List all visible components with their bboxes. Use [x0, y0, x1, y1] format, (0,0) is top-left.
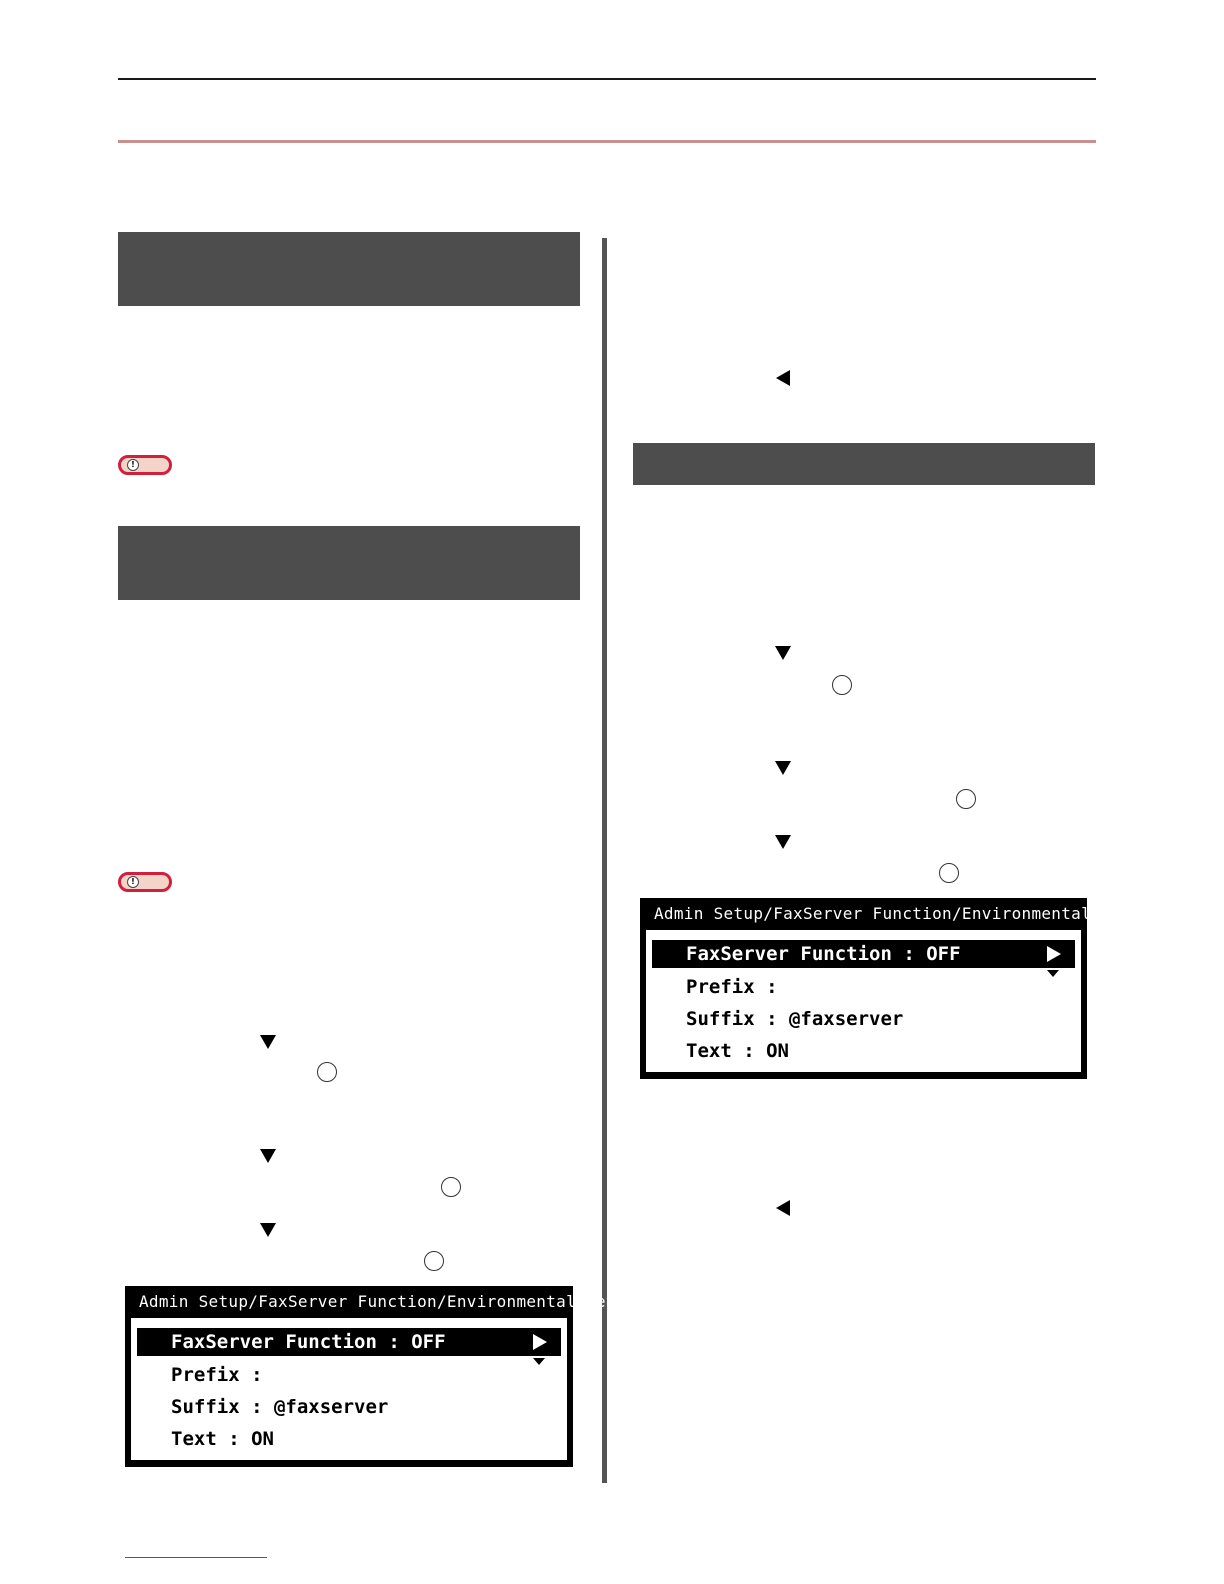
right-arrow-icon: [1047, 946, 1061, 962]
menu-item-label: Suffix : @faxserver: [686, 1008, 904, 1030]
menu-item-label: Prefix :: [686, 976, 778, 998]
header-rule: [118, 78, 1096, 80]
section-heading-block-2: [118, 526, 580, 600]
menu-item-suffix[interactable]: [137, 1393, 561, 1421]
ok-button-icon: [441, 1177, 461, 1197]
ok-button-icon: [832, 675, 852, 695]
menu-item-faxserver-function[interactable]: [137, 1328, 561, 1356]
down-arrow-icon: [775, 646, 791, 660]
menu-item-text[interactable]: [652, 1037, 1075, 1065]
menu-item-label: Suffix : @faxserver: [171, 1396, 389, 1418]
menu-item-label: Text : ON: [686, 1040, 789, 1062]
panel-title: Admin Setup/FaxServer Function/Environmental sett...: [139, 1292, 656, 1311]
ok-button-icon: [424, 1251, 444, 1271]
menu-item-label: FaxServer Function : OFF: [171, 1331, 446, 1353]
lcd-panel: [640, 898, 1171, 1079]
section-heading-block-1: [118, 232, 580, 306]
panel-menu: [644, 928, 1083, 1074]
menu-item-label: FaxServer Function : OFF: [686, 943, 961, 965]
lcd-panel: [125, 1286, 656, 1467]
down-arrow-icon: [775, 835, 791, 849]
panel-title: Admin Setup/FaxServer Function/Environmental sett...: [654, 904, 1171, 923]
down-arrow-icon: [260, 1149, 276, 1163]
menu-item-label: Prefix :: [171, 1364, 263, 1386]
note-icon: [118, 455, 172, 475]
down-arrow-icon: [260, 1035, 276, 1049]
down-arrow-icon: [775, 761, 791, 775]
menu-item-prefix[interactable]: [652, 973, 1075, 1001]
section-heading-block-3: [633, 443, 1095, 485]
exclamation-icon: !: [127, 459, 139, 471]
exclamation-icon: !: [127, 876, 139, 888]
left-arrow-icon: [776, 1200, 790, 1216]
panel-menu: [129, 1316, 569, 1462]
right-arrow-icon: [533, 1334, 547, 1350]
menu-item-text[interactable]: [137, 1425, 561, 1453]
ok-button-icon: [939, 863, 959, 883]
ok-button-icon: [956, 789, 976, 809]
menu-item-prefix[interactable]: [137, 1361, 561, 1389]
down-arrow-icon: [260, 1223, 276, 1237]
menu-item-faxserver-function[interactable]: [652, 940, 1075, 968]
footer-link[interactable]: [125, 1557, 267, 1558]
note-icon: [118, 872, 172, 892]
ok-button-icon: [317, 1062, 337, 1082]
section-accent-rule: [118, 140, 1096, 143]
menu-item-suffix[interactable]: [652, 1005, 1075, 1033]
menu-item-label: Text : ON: [171, 1428, 274, 1450]
left-arrow-icon: [776, 370, 790, 386]
